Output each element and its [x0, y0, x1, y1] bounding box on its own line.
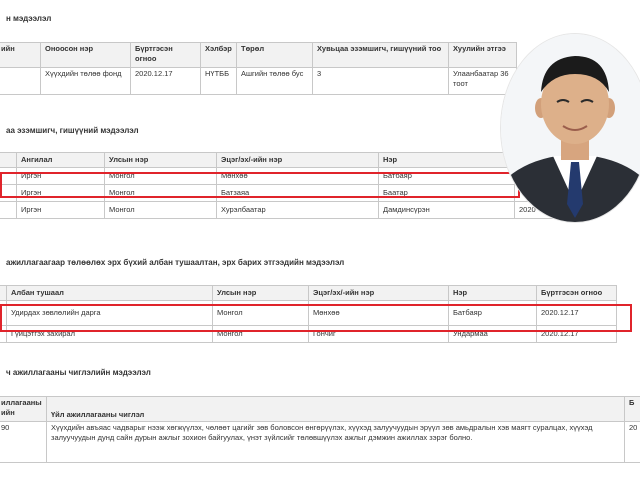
header-cell — [0, 153, 17, 168]
header-cell: Эцэг/эх/-ийн нэр — [309, 286, 449, 301]
table-cell: Монгол — [213, 301, 309, 326]
table-cell: Батбаяр — [379, 168, 515, 185]
activity-table — [0, 396, 640, 463]
header-cell: Ангилал — [17, 153, 105, 168]
table-row — [0, 168, 557, 185]
table-cell: 2020.12.17 — [131, 68, 201, 95]
officials-table — [0, 285, 617, 343]
header-cell: Үйл ажиллагааны чиглэл — [47, 397, 625, 422]
header-cell: Хувьцаа эзэмшигч, гишүүний тоо — [313, 43, 449, 68]
table-cell — [0, 185, 17, 202]
shareholders-table — [0, 152, 557, 219]
section-title-organization: н мэдээлэл — [6, 14, 52, 23]
table-header-row — [0, 153, 557, 168]
table-cell: 3 — [313, 68, 449, 95]
table-cell: Хурэлбаатар — [217, 202, 379, 219]
header-cell: Хуулийн этгээ — [449, 43, 517, 68]
table-cell: 90 — [0, 422, 47, 463]
table-cell: Монгол — [213, 326, 309, 343]
table-cell: Монгол — [105, 168, 217, 185]
header-cell: Хэлбэр — [201, 43, 237, 68]
table-cell: Иргэн — [17, 185, 105, 202]
table-cell: Хүүхдийн төлөө фонд — [41, 68, 131, 95]
table-cell: Мөнхөө — [309, 301, 449, 326]
table-cell: Баатар — [379, 185, 515, 202]
table-header-row — [0, 397, 640, 422]
table-cell: 20 — [625, 422, 640, 463]
table-cell — [0, 202, 17, 219]
table-row — [0, 68, 517, 95]
table-cell — [0, 168, 17, 185]
section-title-activity: ч ажиллагааны чиглэлийн мэдээлэл — [6, 368, 151, 377]
table-cell: Ундармаа — [449, 326, 537, 343]
table-cell: Хүүхдийн авъяас чадварыг нээж хөгжүүлэх, чөлөөт цагийг зөв боловсон өнгөрүүлэх, хүүхэд залуучуудын эрүүл зөв амьдралын хэв маягт суралцах, хүүхэд залуучуудын дунд сайн дурын ажлыг зохион байгуулах, үнэт зүйлсийг төлөвшүүлэх ажлыг дэмжин ажиллах зэрэг болно. — [47, 422, 625, 463]
table-cell: Батбаяр — [449, 301, 537, 326]
header-cell: Нэр — [379, 153, 515, 168]
table-cell: Улаанбаатар 36 тоот — [449, 68, 517, 95]
man-portrait-illustration — [501, 34, 640, 222]
table-cell: Монгол — [105, 185, 217, 202]
section-title-shareholders: аа эзэмшигч, гишүүний мэдээлэл — [6, 126, 139, 135]
header-cell: Нэр — [449, 286, 537, 301]
table-cell: Мөнхөө — [217, 168, 379, 185]
section-title-officials: ажиллагаагаар төлөөлөх эрх бүхий албан тушаалтан, эрх барих этгээдийн мэдээлэл — [6, 258, 345, 267]
table-cell: Удирдах зөвлөлийн дарга — [7, 301, 213, 326]
header-cell: Оноосон нэр — [41, 43, 131, 68]
table-cell: Монгол — [105, 202, 217, 219]
table-cell: НҮТББ — [201, 68, 237, 95]
header-cell: Эцэг/эх/-ийн нэр — [217, 153, 379, 168]
table-cell: Батзаяа — [217, 185, 379, 202]
table-cell: Дамдинсүрэн — [379, 202, 515, 219]
table-cell: 2020.12.17 — [537, 326, 617, 343]
header-cell: иллагааны ийн — [0, 397, 47, 422]
table-row — [0, 301, 617, 326]
header-cell: Бүртгэсэн огноо — [131, 43, 201, 68]
table-cell: Гүйцэтгэх захирал — [7, 326, 213, 343]
header-cell: Албан тушаал — [7, 286, 213, 301]
organization-table — [0, 42, 517, 95]
header-cell: Б — [625, 397, 640, 422]
table-cell: Иргэн — [17, 202, 105, 219]
table-cell: 2020.12.17 — [537, 301, 617, 326]
table-header-row — [0, 43, 517, 68]
header-cell: Улсын нэр — [213, 286, 309, 301]
header-cell: ийн — [0, 43, 41, 68]
header-cell: Төрөл — [237, 43, 313, 68]
table-row — [0, 185, 557, 202]
portrait-photo — [500, 33, 640, 223]
header-cell: Бүртгэсэн огноо — [537, 286, 617, 301]
table-cell: Иргэн — [17, 168, 105, 185]
table-cell: 2020 — [515, 202, 557, 219]
table-row — [0, 326, 617, 343]
table-cell: Гончиг — [309, 326, 449, 343]
table-cell: Ашгийн төлөө бус — [237, 68, 313, 95]
table-row — [0, 422, 640, 463]
table-cell — [0, 68, 41, 95]
header-cell: Улсын нэр — [105, 153, 217, 168]
table-header-row — [0, 286, 617, 301]
table-row — [0, 202, 557, 219]
